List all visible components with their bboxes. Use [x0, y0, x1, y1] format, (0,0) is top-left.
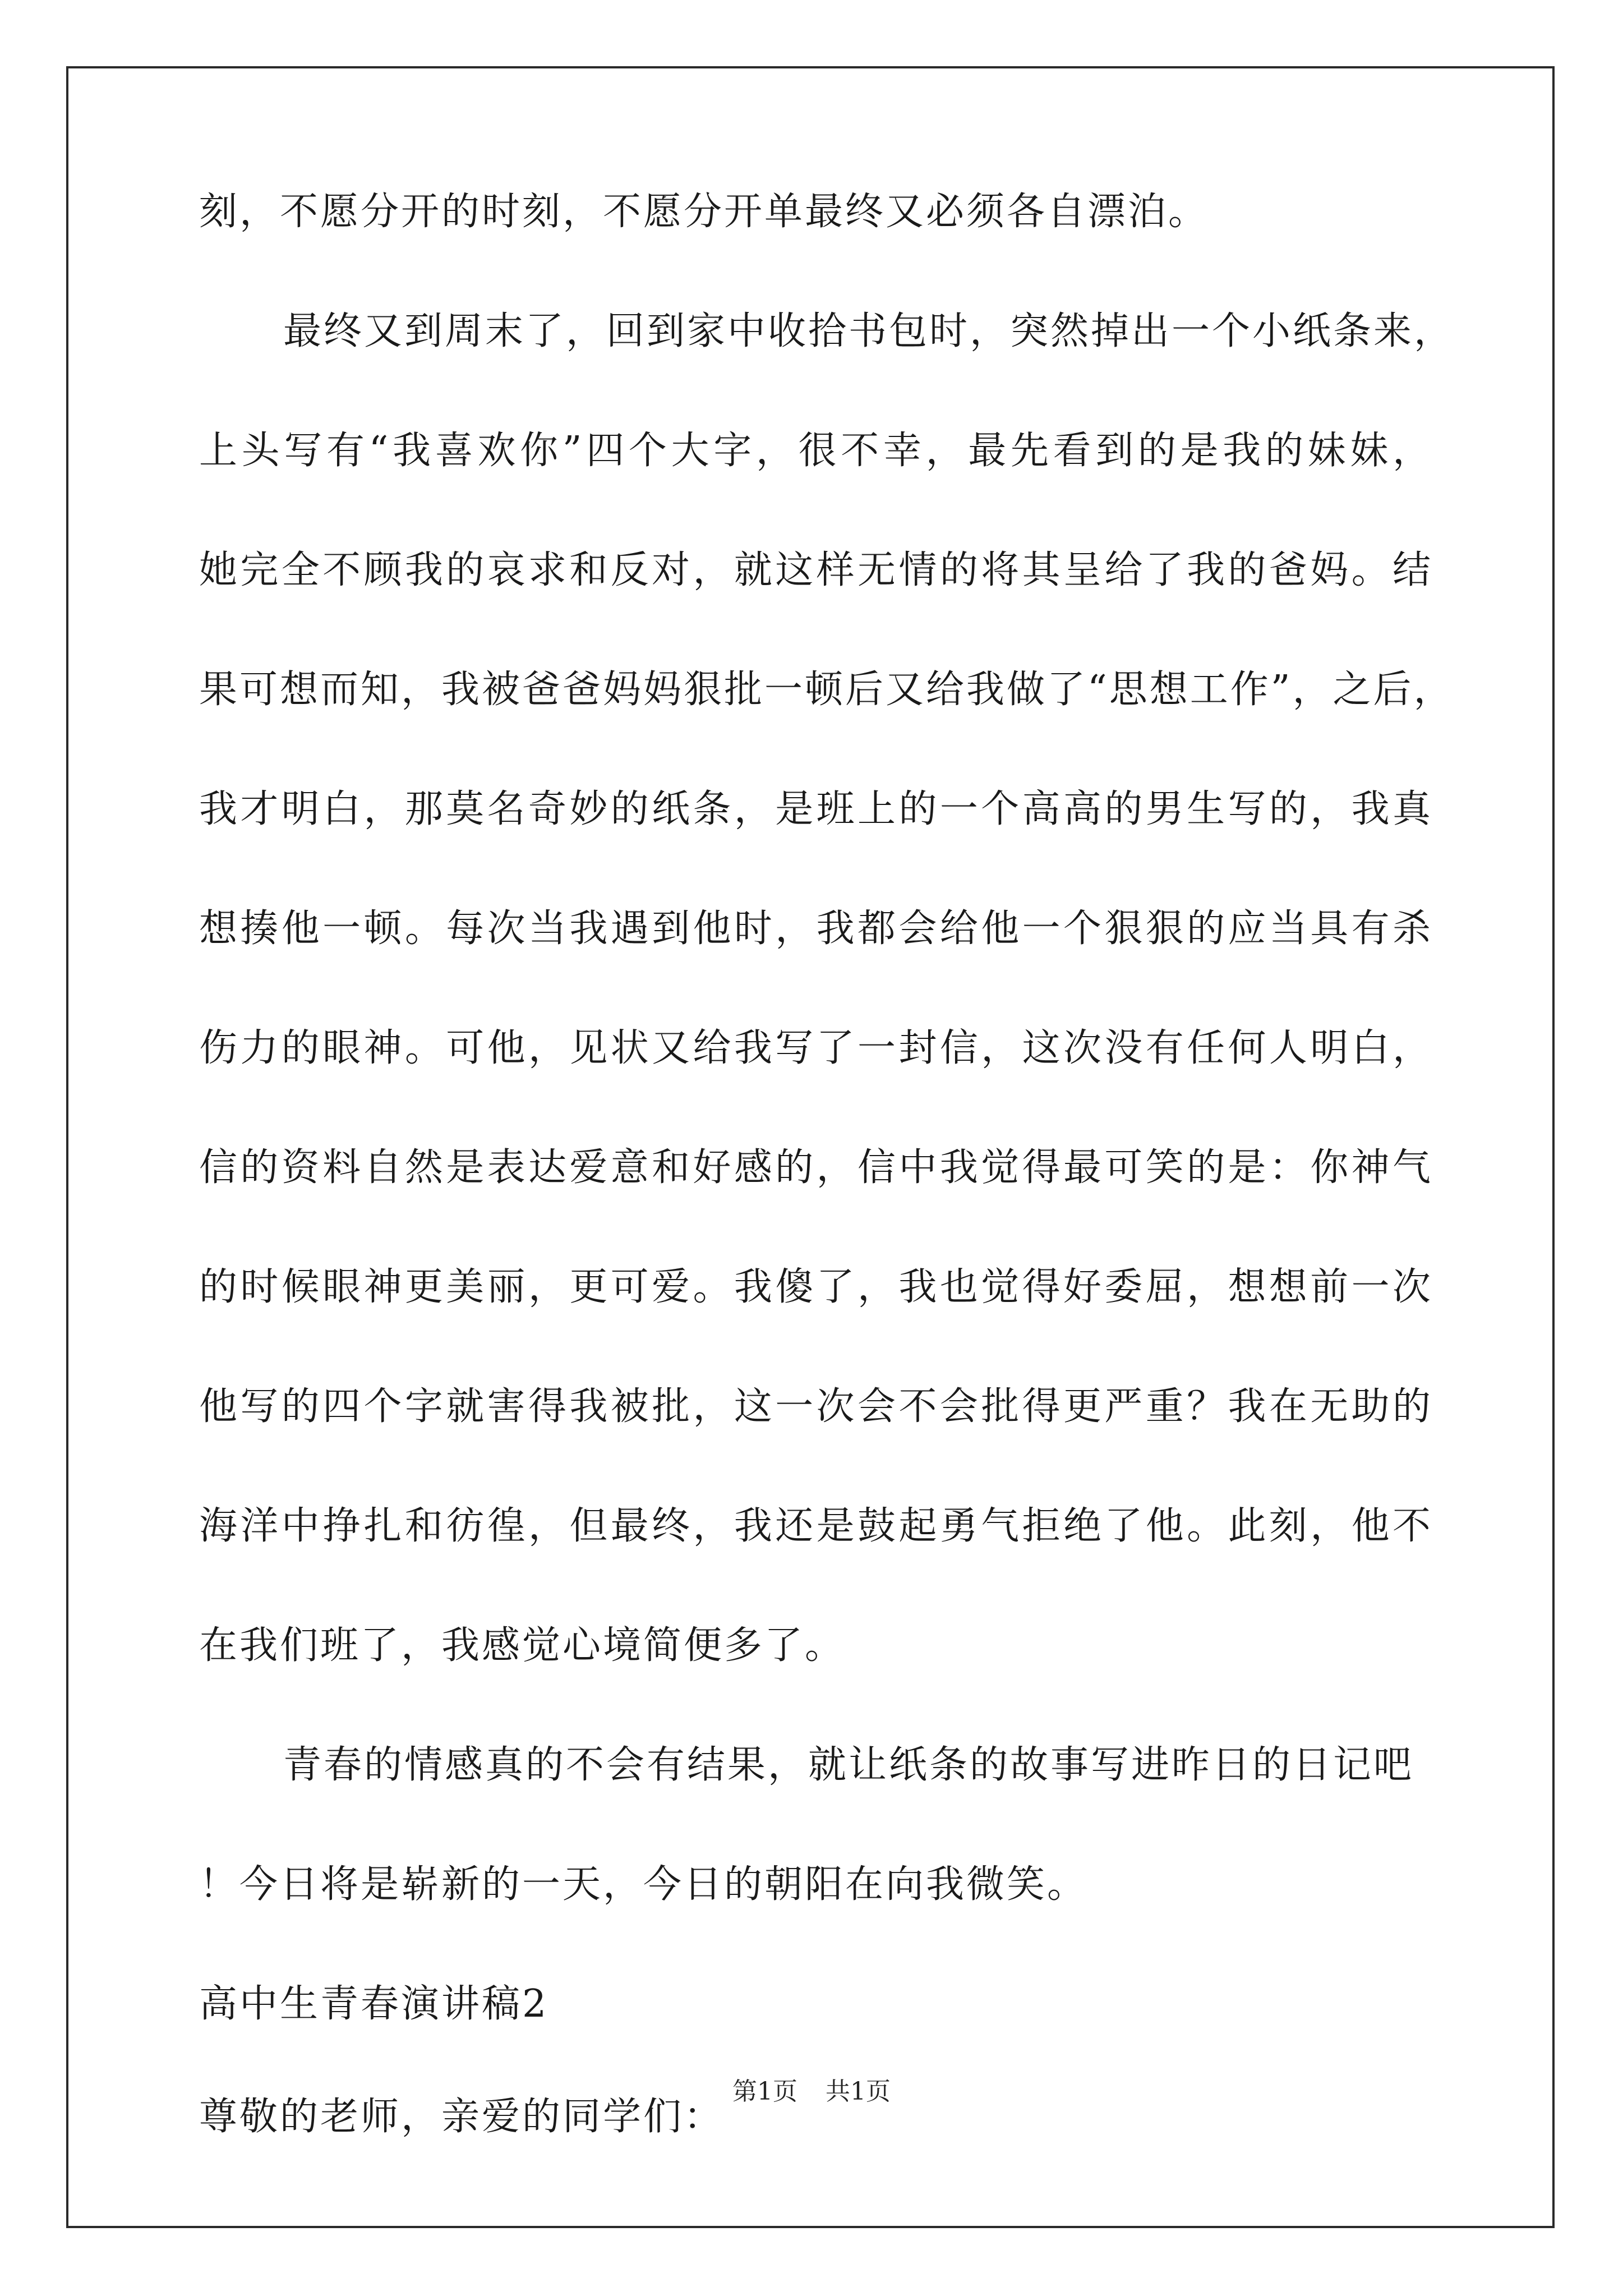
salutation: 尊敬的老师，亲爱的同学们： [199, 2095, 725, 2139]
text-line: 伤力的眼神。可他，见状又给我写了一封信，这次没有任何人明白， [199, 1026, 1433, 1070]
text-line: 想揍他一顿。每次当我遇到他时，我都会给他一个狠狠的应当具有杀 [199, 907, 1433, 951]
text-line: 海洋中挣扎和彷徨，但最终，我还是鼓起勇气拒绝了他。此刻，他不 [199, 1504, 1433, 1548]
text-line: 果可想而知，我被爸爸妈妈狠批一顿后又给我做了“思想工作”，之后， [199, 668, 1454, 712]
document-body [199, 190, 1455, 2215]
page-number: 第1页 [732, 2077, 797, 2106]
text-line: 在我们班了，我感觉心境简便多了。 [199, 1623, 846, 1668]
text-line: 上头写有“我喜欢你”四个大字，很不幸，最先看到的是我的妹妹， [199, 429, 1433, 473]
text-line: 她完全不顾我的哀求和反对，就这样无情的将其呈给了我的爸妈。结 [199, 548, 1433, 592]
text-line: 最终又到周末了，回到家中收拾书包时，突然掉出一个小纸条来， [283, 309, 1455, 353]
section-heading: 高中生青春演讲稿2 [199, 1982, 549, 2026]
text-line: 我才明白，那莫名奇妙的纸条，是班上的一个高高的男生写的，我真 [199, 787, 1433, 831]
page-total: 共1页 [826, 2077, 891, 2106]
text-line: 的时候眼神更美丽，更可爱。我傻了，我也觉得好委屈，想想前一次 [199, 1265, 1433, 1309]
text-line: 青春的情感真的不会有结果，就让纸条的故事写进昨日的日记吧 [283, 1743, 1414, 1787]
page-footer [0, 2071, 1623, 2107]
text-line: 信的资料自然是表达爱意和好感的，信中我觉得最可笑的是：你神气 [199, 1145, 1433, 1190]
text-line: 他写的四个字就害得我被批，这一次会不会批得更严重？我在无助的 [199, 1384, 1433, 1429]
text-line: ！今日将是崭新的一天，今日的朝阳在向我微笑。 [199, 1862, 1088, 1907]
text-line: 刻，不愿分开的时刻，不愿分开单最终又必须各自漂泊。 [199, 190, 1209, 234]
